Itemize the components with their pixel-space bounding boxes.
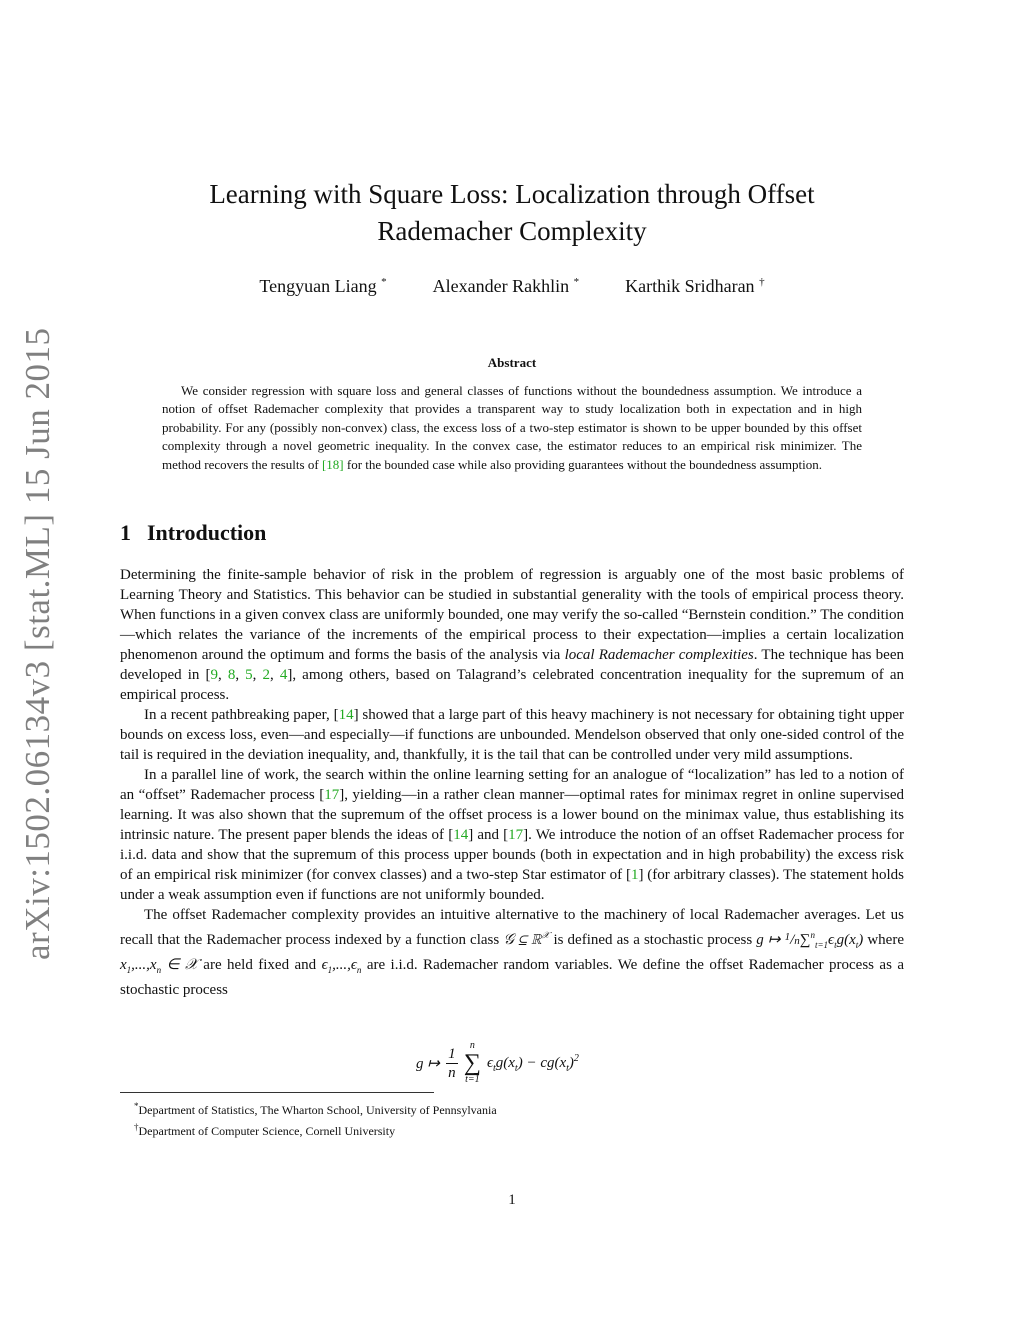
citation-link[interactable]: 14 xyxy=(338,707,354,723)
author-affiliation-mark: * xyxy=(381,276,387,288)
display-equation: g ↦ $\frac{1}{n}$ n ∑ t=1 $\epsilon_tg(x_t) - cg(x_t)^2$ xyxy=(416,1040,579,1085)
citation-link[interactable]: 4 xyxy=(279,667,288,683)
page-number: 1 xyxy=(508,1192,516,1208)
title-line-1: Learning with Square Loss: Localization through Offset xyxy=(209,179,815,209)
body-text xyxy=(120,565,904,1000)
fraction: $\frac{1}{n}$ xyxy=(446,1046,458,1081)
title-line-2: Rademacher Complexity xyxy=(377,216,647,246)
paragraph: In a recent pathbreaking paper, [14] showed that a large part of this heavy machinery is not necessary for obtaining tight upper bounds on excess loss, even—and especially—if functions are unbounded. Mendelson observed that only one-sided control of the tail is required in the deviation inequality, and, thankfully, it is the tail that can be controlled under very mild assumptions. xyxy=(120,707,905,763)
summation: n ∑ t=1 xyxy=(463,1040,481,1085)
section-title: Introduction xyxy=(147,520,267,545)
citation-link[interactable]: [18] xyxy=(321,456,344,472)
inline-math: $x_1,...,x_n$ ∈ 𝒳 xyxy=(120,957,198,975)
paragraph: In a parallel line of work, the search within the online learning setting for an analogue of “localization” has led to a notion of an “offset” Rademacher process [17], yielding—in a rather clean manner—optimal rates for minimax regret in online supervised learning. It was also shown that the supremum of the offset process is a lower bound on the minimax value, thus establishing its intrinsic nature. The present paper blends the ideas of [14] and [17]. We introduce the notion of an offset Rademacher process for i.i.d. data and show that the supremum of this process upper bounds (both in expectation and in high probability) the excess risk of an empirical risk minimizer (for convex classes) and a two-step Star estimator of [1] (for arbitrary classes). The statement holds under a weak assumption even if functions are not uniformly bounded. xyxy=(120,767,904,903)
footnote: *Department of Statistics, The Wharton School, University of Pennsylvania xyxy=(134,1101,497,1117)
footnote-rule xyxy=(120,1092,434,1093)
citation-link[interactable]: 17 xyxy=(324,787,340,803)
citation-link[interactable]: 2 xyxy=(262,667,270,683)
author-affiliation-mark: * xyxy=(573,276,580,288)
citation-link[interactable]: 8 xyxy=(227,667,236,683)
citation-link[interactable]: 17 xyxy=(508,827,524,843)
citation-link[interactable]: 1 xyxy=(630,867,639,883)
summand: $\epsilon_tg(x_t) - cg(x_t)^2$ xyxy=(486,1052,579,1074)
section-number: 1 xyxy=(120,520,131,545)
footnote: †Department of Computer Science, Cornell University xyxy=(134,1122,396,1138)
paper-title xyxy=(160,176,864,250)
section-heading xyxy=(120,520,266,546)
citation-link[interactable]: 14 xyxy=(453,827,469,843)
author: Karthik Sridharan † xyxy=(625,276,765,296)
author-affiliation-mark: † xyxy=(759,276,765,288)
abstract-text: We consider regression with square loss and general classes of functions without the boundedness assumption. We introduce a notion of offset Rademacher complexity that provides a transparent way to study localization both in expectation and in high probability. For any (possibly non-convex) class, the excess loss of a two-step estimator is shown to be upper bounded by this offset complexity through a novel geometric inequality. In the convex case, the estimator reduces to an empirical risk minimizer. The method recovers the results of [18] for the bounded case while also providing guarantees without the boundedness assumption. xyxy=(162,383,862,472)
inline-math: $\epsilon_1,...,\epsilon_n$ xyxy=(321,957,362,975)
author-list xyxy=(160,276,864,297)
inline-math: g ↦ $^1/n\sum^n_{t=1}\epsilon_tg(x_t)$ xyxy=(756,930,864,950)
author: Alexander Rakhlin * xyxy=(432,276,580,296)
abstract-heading: Abstract xyxy=(487,355,537,370)
author: Tengyuan Liang * xyxy=(259,276,387,296)
citation-link[interactable]: 9 xyxy=(210,667,218,683)
arxiv-stamp: arXiv:1502.06134v3 [stat.ML] 15 Jun 2015 xyxy=(18,327,57,960)
footnotes xyxy=(134,1098,497,1140)
inline-math: 𝒢 ⊆ ℝ$^𝒳$ xyxy=(503,930,550,948)
paragraph: The offset Rademacher complexity provides an intuitive alternative to the machinery of local Rademacher averages. Let us recall that the Rademacher process indexed by a function class 𝒢 ⊆ ℝ$^𝒳$ is defined as a stochastic process g ↦ $^1/n\sum^n_{t=1}\epsilon_tg(x_t)$ where $x_1,...,x_n$ ∈ 𝒳 are held fixed and $\epsilon_1,...,\epsilon_n$ are i.i.d. Rademacher random variables. We define the offset Rademacher process as a stochastic process xyxy=(120,907,904,998)
paragraph: Determining the finite-sample behavior of risk in the problem of regression is arguably one of the most basic problems of Learning Theory and Statistics. This behavior can be studied in substantial generality with the tools of empirical process theory. When functions in a given convex class are uniformly bounded, one may verify the so-called “Bernstein condition.” The condition—which relates the variance of the increments of the empirical process to their expectation—implies a certain localization phenomenon around the optimum and forms the basis of the analysis via local Rademacher complexities. The technique has been developed in [9, 8, 5, 2, 4], among others, based on Talagrand’s celebrated concentration inequality for the supremum of an empirical process. xyxy=(120,567,905,703)
citation-link[interactable]: 5 xyxy=(245,667,253,683)
emphasis: local Rademacher complexities xyxy=(564,647,754,663)
